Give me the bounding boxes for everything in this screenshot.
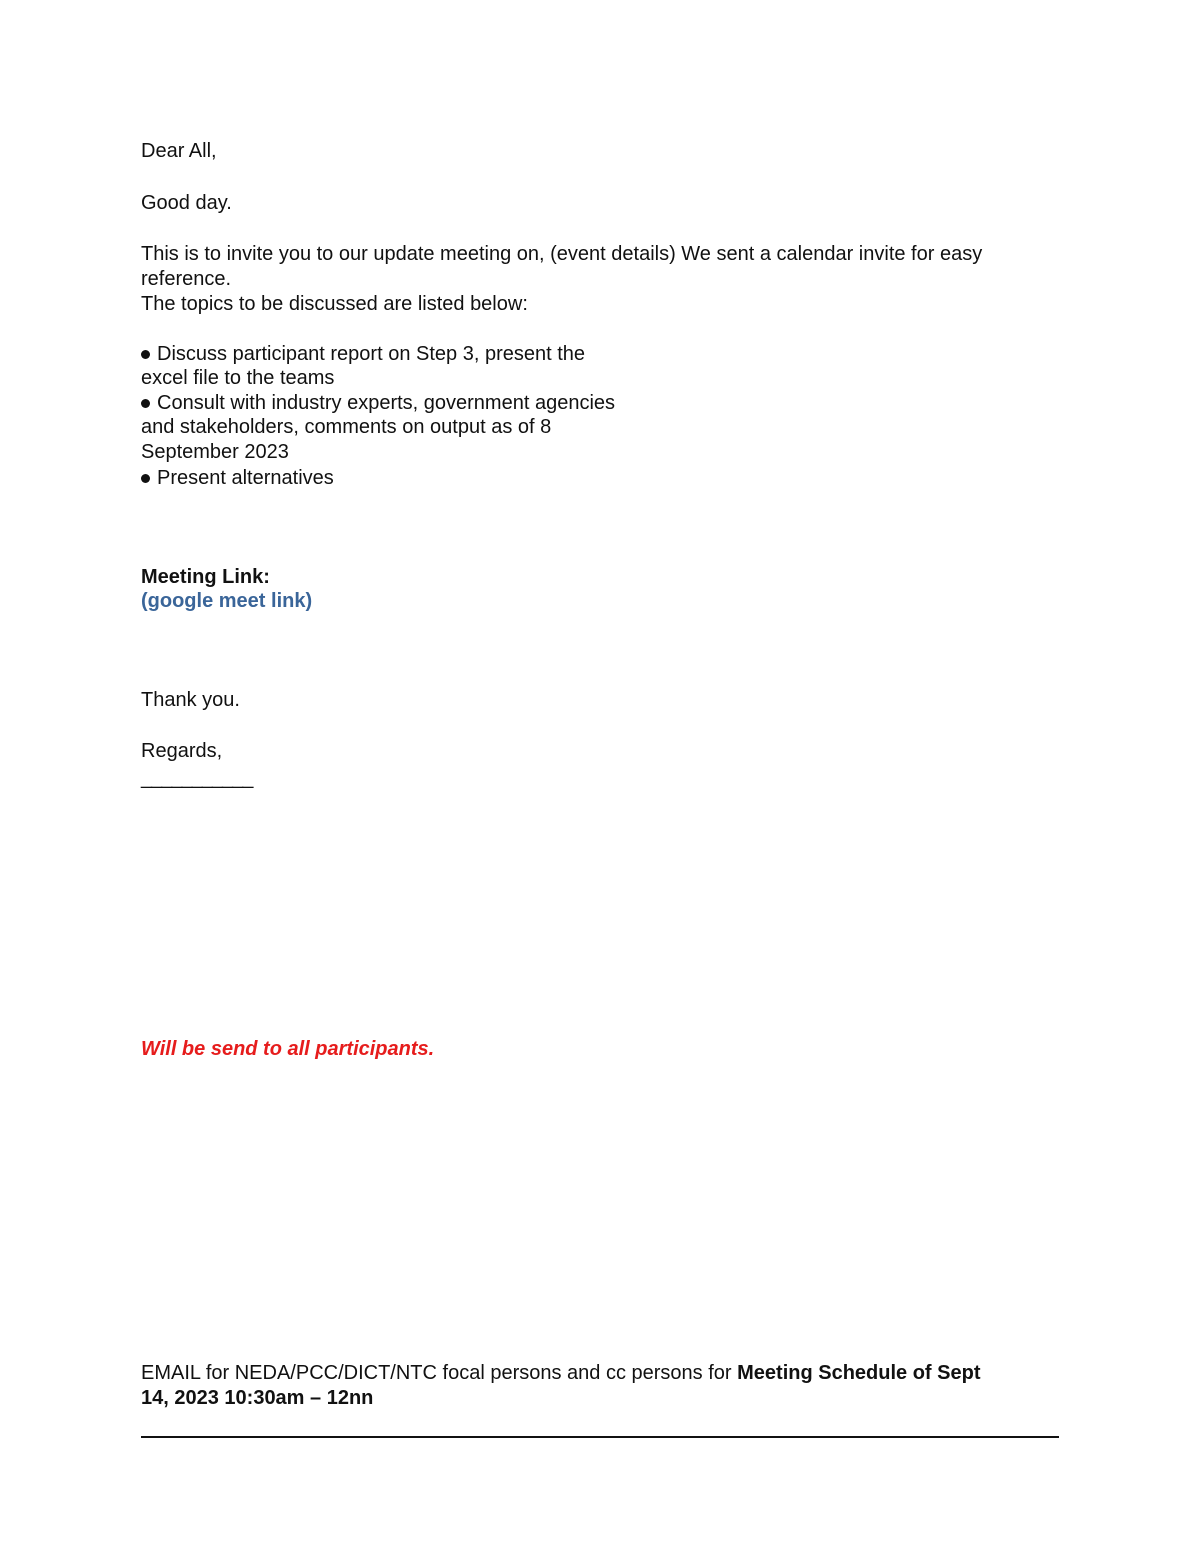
bullet-icon	[141, 399, 150, 408]
topic-text: Consult with industry experts, government agencies	[157, 392, 616, 414]
footer-bold-text: Meeting Schedule of Sept	[737, 1362, 981, 1384]
signature-line: ___________	[141, 767, 253, 789]
intro-line-3: The topics to be discussed are listed below:	[141, 293, 528, 315]
meeting-link-label: Meeting Link:	[141, 566, 270, 588]
intro-line-2: reference.	[141, 268, 232, 290]
topic-text: Present alternatives	[157, 467, 334, 489]
footer-line-1	[141, 1361, 980, 1386]
bullet-icon	[141, 350, 150, 359]
topic-item	[141, 342, 585, 367]
bullet-icon	[141, 474, 150, 483]
meeting-link[interactable]: (google meet link)	[141, 590, 313, 612]
footer-divider	[141, 1436, 1059, 1438]
regards-line: Regards,	[141, 740, 223, 762]
topic-continuation: excel file to the teams	[141, 367, 335, 389]
greeting: Dear All,	[141, 140, 217, 162]
intro-line-1: This is to invite you to our update meeting on, (event details) We sent a calendar invite for easy	[141, 243, 983, 265]
footer-line-2: 14, 2023 10:30am – 12nn	[141, 1387, 374, 1409]
topic-item	[141, 391, 615, 416]
thank-you-line: Thank you.	[141, 689, 240, 711]
topic-text: Discuss participant report on Step 3, present the	[157, 343, 586, 365]
good-day-line: Good day.	[141, 192, 232, 214]
topic-item	[141, 466, 334, 491]
topic-continuation: and stakeholders, comments on output as of 8	[141, 416, 552, 438]
notice-text: Will be send to all participants.	[141, 1038, 435, 1060]
topic-continuation: September 2023	[141, 441, 289, 463]
footer-normal-text: EMAIL for NEDA/PCC/DICT/NTC focal persons and cc persons for	[141, 1362, 738, 1384]
